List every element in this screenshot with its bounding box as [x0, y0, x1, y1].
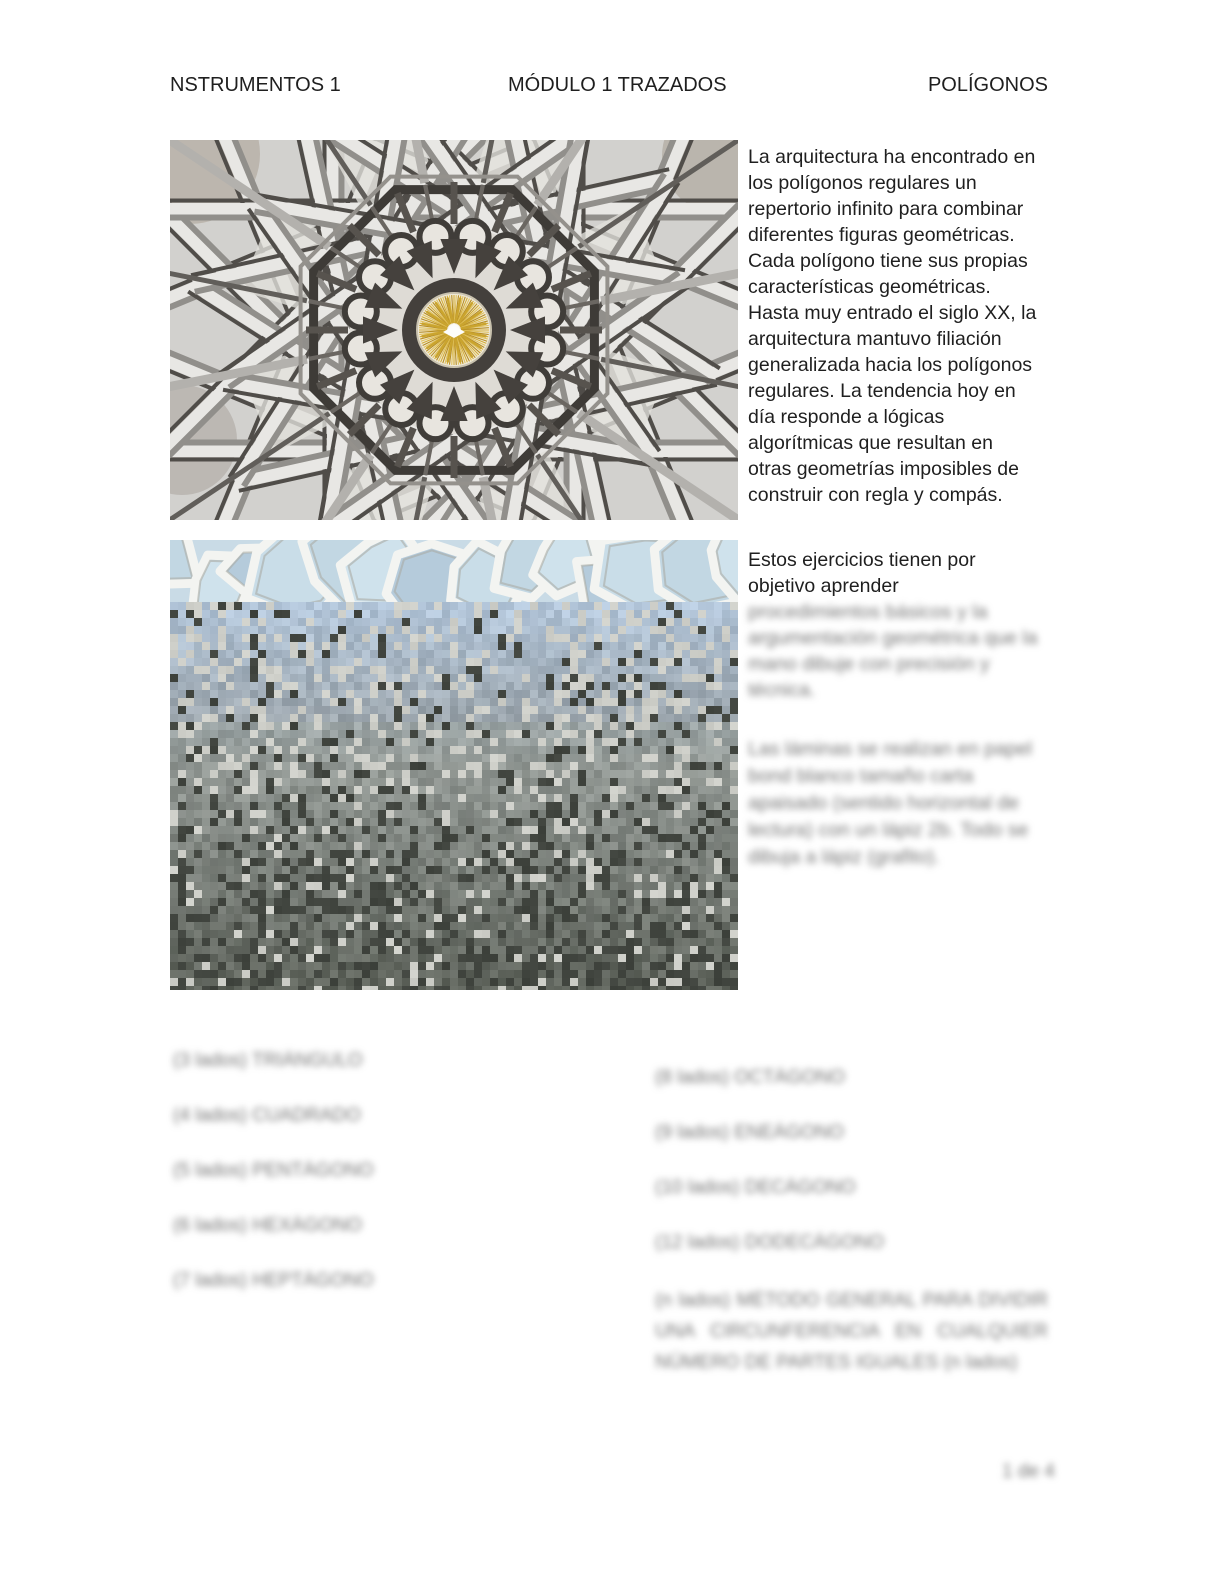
list-item: (3 lados) TRIÁNGULO [173, 1050, 363, 1071]
list-item: (9 lados) ENEÁGONO [655, 1122, 844, 1143]
text-line: Hasta muy entrado el siglo XX, la [748, 302, 1037, 324]
text-line: repertorio infinito para combinar [748, 198, 1024, 220]
page-header [170, 74, 1048, 100]
header-course-title: NSTRUMENTOS 1 [170, 74, 341, 96]
redacted-text-line: apaisado (sentido horizontal de [748, 792, 1020, 814]
text-line: arquitectura mantuvo filiación [748, 328, 1002, 350]
redacted-text-line: argumentación geométrica que la [748, 627, 1038, 649]
materials-paragraph-redacted [748, 736, 1050, 871]
text-line: diferentes figuras geométricas. [748, 224, 1015, 246]
polygon-list-left-redacted [173, 1048, 374, 1323]
redacted-text-line: Las láminas se realizan en papel [748, 738, 1033, 760]
dome-photo-art [170, 140, 738, 520]
text-line: algorítmicas que resultan en [748, 432, 993, 454]
intro-paragraph [748, 144, 1050, 508]
text-line: construir con regla y compás. [748, 484, 1003, 506]
header-module-title: MÓDULO 1 TRAZADOS [508, 74, 727, 96]
text-line: Cada polígono tiene sus propias [748, 250, 1028, 272]
list-item: (6 lados) HEXÁGONO [173, 1215, 362, 1236]
redacted-text-line: técnica. [748, 679, 816, 701]
list-item: (4 lados) CUADRADO [173, 1105, 361, 1126]
page-number: 1 de 4 [1002, 1461, 1055, 1482]
facade-photo-art [170, 540, 738, 990]
text-line: características geométricas. [748, 276, 991, 298]
redacted-text-line: bond blanco tamaño carta [748, 765, 974, 787]
text-line: objetivo aprender [748, 575, 899, 597]
voronoi-facade-photo [170, 540, 738, 990]
list-item: (7 lados) HEPTÁGONO [173, 1270, 374, 1291]
dome-photo [170, 140, 738, 520]
redacted-text-line: procedimientos básicos y la [748, 601, 988, 623]
header-topic-title: POLÍGONOS [927, 74, 1048, 96]
redacted-text-line: dibuja a lápiz (grafito). [748, 846, 940, 868]
text-line: Estos ejercicios tienen por [748, 549, 976, 571]
text-line: los polígonos regulares un [748, 172, 977, 194]
list-item: (8 lados) OCTÁGONO [655, 1067, 846, 1088]
list-item: (5 lados) PENTÁGONO [173, 1160, 374, 1181]
redacted-text-line: lectura) con un lápiz 2b. Todo se [748, 819, 1029, 841]
text-line: otras geometrías imposibles de [748, 458, 1019, 480]
text-line: regulares. La tendencia hoy en [748, 380, 1016, 402]
text-line: día responde a lógicas [748, 406, 945, 428]
redacted-text-line: mano dibuje con precisión y [748, 653, 990, 675]
list-item: (10 lados) DECÁGONO [655, 1177, 856, 1198]
text-line: generalizada hacia los polígonos [748, 354, 1033, 376]
general-method-item: (n lados) MÉTODO GENERAL PARA DIVIDIR UNA CIRCUNFERENCIA EN CUALQUIER NÚMERO DE PARTES IGUALES (n lados) [655, 1290, 1048, 1373]
exercises-paragraph [748, 547, 1050, 703]
list-item: (12 lados) DODECÁGONO [655, 1232, 885, 1253]
text-line: La arquitectura ha encontrado en [748, 146, 1036, 168]
polygon-list-right-redacted [655, 1065, 1048, 1378]
